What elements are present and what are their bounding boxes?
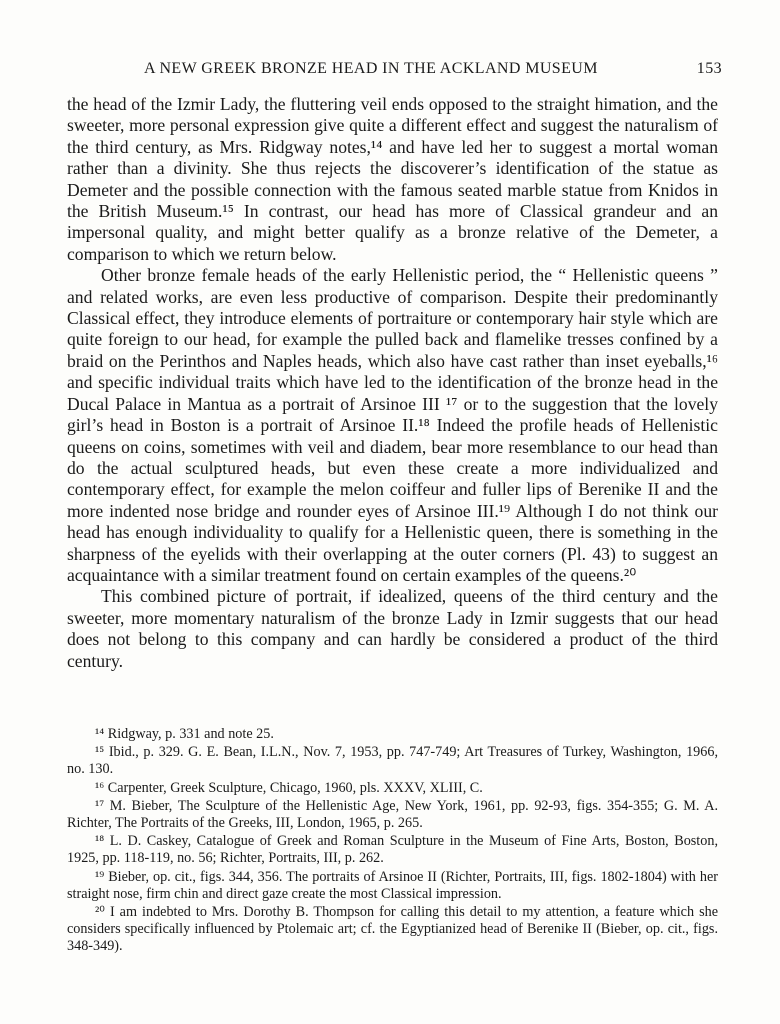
paragraph: This combined picture of portrait, if idealized, queens of the third century and the sweeter, more momentary naturalism of the bronze Lady in Izmir suggests that our head does not belong to this company and can hardly be considered a product of the third century.: [67, 586, 718, 671]
footnote-18: ¹⁸ L. D. Caskey, Catalogue of Greek and Roman Sculpture in the Museum of Fine Arts, Boston, Boston, 1925, pp. 118-119, no. 56; Richter, Portraits, III, p. 262.: [67, 833, 718, 867]
footnote-19: ¹⁹ Bieber, op. cit., figs. 344, 356. The portraits of Arsinoe II (Richter, Portraits, III, figs. 1802-1804) with her straight nose, firm chin and direct gaze create the most Classical impression.: [67, 868, 718, 902]
footnotes: [67, 726, 718, 957]
body-text: [67, 94, 718, 672]
paragraph: the head of the Izmir Lady, the fluttering veil ends opposed to the straight himation, and the sweeter, more personal expression give quite a different effect and suggest the naturalism of the third century, as Mrs. Ridgway notes,¹⁴ and have led her to suggest a mortal woman rather than a divinity. She thus rejects the discoverer’s identification of the statue as Demeter and the possible connection with the famous seated marble statue from Knidos in the British Museum.¹⁵ In contrast, our head has more of Classical grandeur and an impersonal quality, and might better qualify as a bronze relative of the Demeter, a comparison to which we return below.: [67, 94, 718, 264]
footnote-14: ¹⁴ Ridgway, p. 331 and note 25.: [95, 726, 274, 742]
page-number: 153: [696, 60, 722, 77]
footnote-17: ¹⁷ M. Bieber, The Sculpture of the Hellenistic Age, New York, 1961, pp. 92-93, figs. 354-355; G. M. A. Richter, The Portraits of the Greeks, III, London, 1965, p. 265.: [67, 797, 718, 832]
footnote-20: ²⁰ I am indebted to Mrs. Dorothy B. Thompson for calling this detail to my attention, a feature which she considers specifically influenced by Ptolemaic art; cf. the Egyptianized head of Berenike II (Bieber, op. cit., figs. 348-349).: [67, 904, 718, 955]
running-title: A NEW GREEK BRONZE HEAD IN THE ACKLAND MUSEUM: [144, 60, 598, 77]
paragraph: Other bronze female heads of the early Hellenistic period, the “ Hellenistic queens ” and related works, are even less productive of comparison. Despite their predominantly Classical effect, they introduce elements of portraiture or contemporary hair style which are quite foreign to our head, for example the pulled back and flamelike tresses confined by a braid on the Perinthos and Naples heads, which also have cast rather than inset eyeballs,¹⁶ and specific individual traits which have led to the identification of the bronze head in the Ducal Palace in Mantua as a portrait of Arsinoe III ¹⁷ or to the suggestion that the lovely girl’s head in Boston is a portrait of Arsinoe II.¹⁸ Indeed the profile heads of Hellenistic queens on coins, sometimes with veil and diadem, bear more resemblance to our head than do the actual sculptured heads, but even these create a more individualized and contemporary effect, for example the melon coiffeur and fuller lips of Berenike II and the more indented nose bridge and rounder eyes of Arsinoe III.¹⁹ Although I do not think our head has enough individuality to qualify for a Hellenistic queen, there is something in the sharpness of the eyelids with their overlapping at the outer corners (Pl. 43) to suggest an acquaintance with a similar treatment found on certain examples of the queens.²⁰: [67, 265, 718, 585]
running-head: [70, 60, 722, 84]
footnote-16: ¹⁶ Carpenter, Greek Sculpture, Chicago, 1960, pls. XXXV, XLIII, C.: [95, 779, 483, 796]
footnote-15: ¹⁵ Ibid., p. 329. G. E. Bean, I.L.N., Nov. 7, 1953, pp. 747-749; Art Treasures of Turkey, Washington, 1966, no. 130.: [67, 744, 718, 778]
